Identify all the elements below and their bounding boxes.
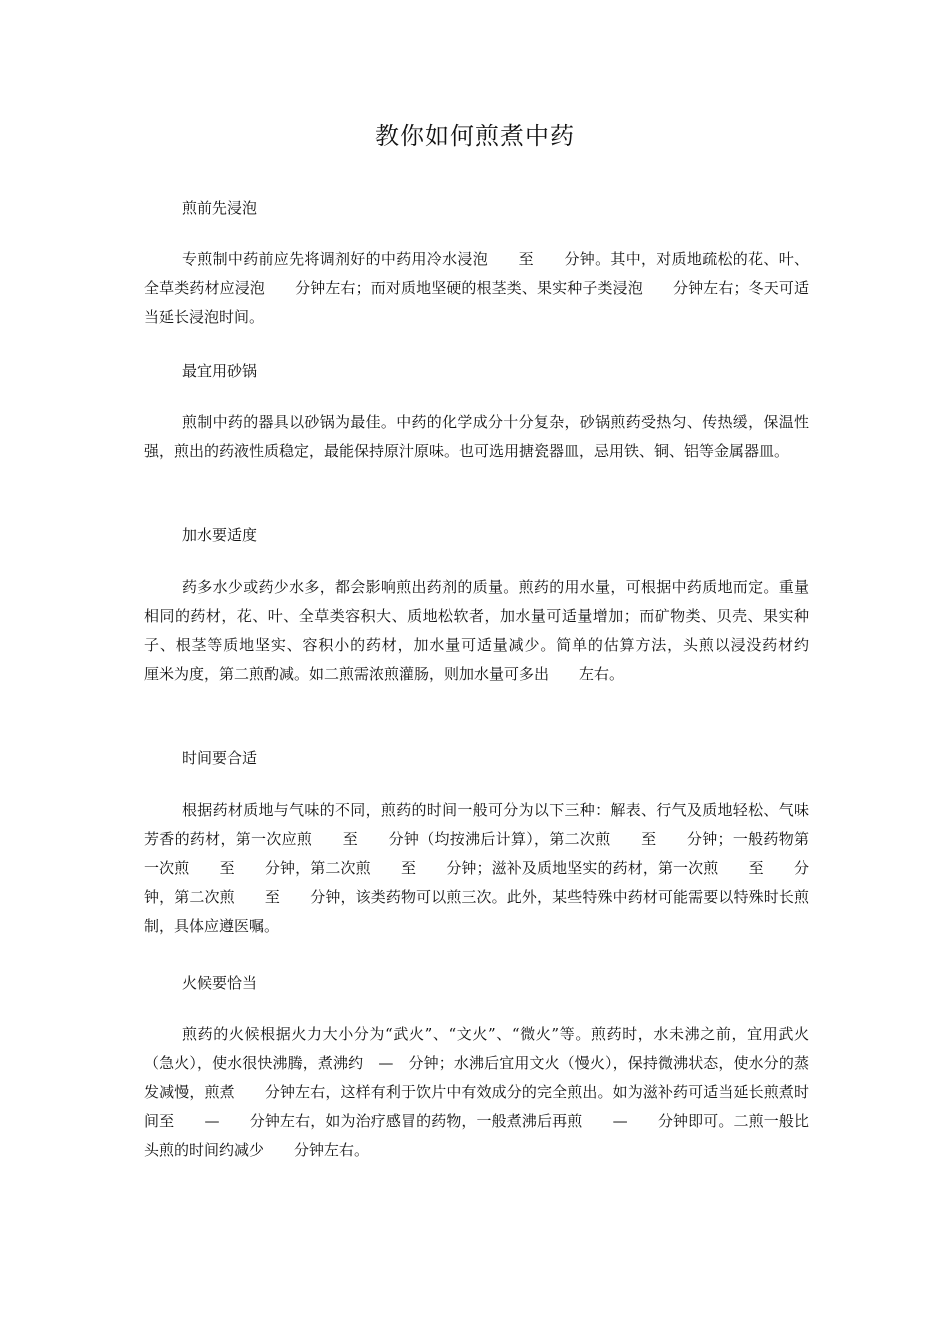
- section-body-soaking: 专煎制中药前应先将调剂好的中药用冷水浸泡 至 分钟。其中，对质地疏松的花、叶、全草类药材应浸泡 分钟左右；而对质地坚硬的根茎类、果实种子类浸泡 分钟左右；冬天可适当延长浸泡时间。: [144, 250, 809, 326]
- section-body-time: 根据药材质地与气味的不同，煎药的时间一般可分为以下三种：解表、行气及质地轻松、气味芳香的药材，第一次应煎 至 分钟（均按沸后计算），第二次煎 至 分钟；一般药物第一次煎 至 分钟，第二次煎 至 分钟；滋补及质地坚实的药材，第一次煎 至 分钟，第二次煎 至 分钟，该类药物可以煎三次。此外，某些特殊中药材可能需要以特殊时长煎制，具体应遵医嘱。: [144, 801, 809, 935]
- section-heading-time: 时间要合适: [182, 749, 258, 767]
- document-title: 教你如何煎煮中药: [375, 122, 575, 150]
- section-body-clay-pot: 煎制中药的器具以砂锅为最佳。中药的化学成分十分复杂，砂锅煎药受热匀、传热缓，保温性强，煎出的药液性质稳定，最能保持原汁原味。也可选用搪瓷器皿，忌用铁、铜、铝等金属器皿。: [144, 413, 809, 460]
- section-heading-water: 加水要适度: [182, 526, 258, 544]
- section-heading-soaking: 煎前先浸泡: [182, 199, 258, 217]
- section-body-heat: 煎药的火候根据火力大小分为“武火”、“文火”、“微火”等。煎药时，水未沸之前，宜用武火（急火），使水很快沸腾，煮沸约 — 分钟；水沸后宜用文火（慢火），保持微沸状态，使水分的蒸发减慢，煎煮 分钟左右，这样有利于饮片中有效成分的完全煎出。如为滋补药可适当延长煎煮时间至 — 分钟左右，如为治疗感冒的药物，一般煮沸后再煎 — 分钟即可。二煎一般比头煎的时间约减少 分钟左右。: [144, 1025, 809, 1159]
- section-body-water: 药多水少或药少水多，都会影响煎出药剂的质量。煎药的用水量，可根据中药质地而定。重量相同的药材，花、叶、全草类容积大、质地松软者，加水量可适量增加；而矿物类、贝壳、果实种子、根茎等质地坚实、容积小的药材，加水量可适量减少。简单的估算方法，头煎以浸没药材约 厘米为度，第二煎酌减。如二煎需浓煎灌肠，则加水量可多出 左右。: [144, 578, 840, 683]
- section-heading-heat: 火候要恰当: [182, 974, 258, 992]
- section-heading-clay-pot: 最宜用砂锅: [182, 362, 258, 380]
